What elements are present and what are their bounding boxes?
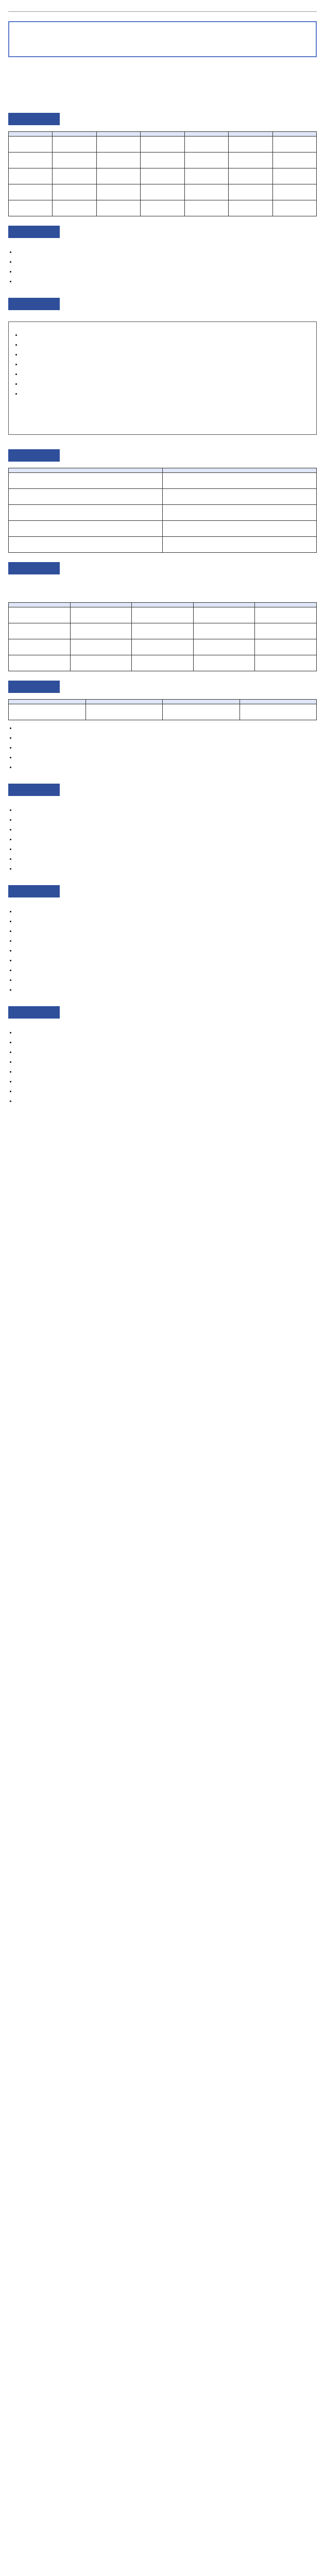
list-item	[16, 854, 317, 863]
notice-date	[8, 79, 317, 87]
table-cell	[96, 137, 140, 152]
section-7-list	[8, 805, 317, 873]
header-topline	[8, 0, 317, 12]
list-item	[22, 379, 311, 388]
table-cell	[272, 200, 316, 216]
table-cell	[9, 607, 71, 623]
table-row	[9, 473, 317, 489]
list-item	[16, 1067, 317, 1076]
table-row	[9, 168, 317, 184]
section-1-title	[8, 113, 60, 125]
list-item	[16, 277, 317, 285]
table-cell	[141, 152, 184, 168]
table-cell	[9, 521, 163, 537]
table-cell	[184, 137, 228, 152]
list-item	[16, 1028, 317, 1037]
table-cell	[70, 655, 132, 671]
schedule-table	[8, 699, 317, 720]
list-item	[16, 844, 317, 853]
section-5-text	[8, 587, 317, 596]
table-cell	[53, 200, 96, 216]
table-cell	[272, 137, 316, 152]
table-cell	[163, 505, 317, 521]
table-header	[255, 603, 317, 607]
table-cell	[184, 184, 228, 200]
table-cell	[229, 152, 272, 168]
table-row	[9, 655, 317, 671]
table-cell	[9, 537, 163, 553]
table-cell	[70, 639, 132, 655]
table-cell	[96, 184, 140, 200]
table-header	[229, 132, 272, 137]
table-cell	[272, 184, 316, 200]
table-cell	[96, 152, 140, 168]
table-cell	[132, 623, 194, 639]
table-row	[9, 607, 317, 623]
section-8-list	[8, 907, 317, 994]
table-header	[184, 132, 228, 137]
list-item	[16, 723, 317, 732]
table-header	[9, 468, 163, 473]
list-item	[16, 825, 317, 834]
list-item	[16, 965, 317, 974]
list-item	[16, 257, 317, 266]
list-item	[16, 946, 317, 955]
table-cell	[141, 137, 184, 152]
table-cell	[132, 655, 194, 671]
table-cell	[193, 639, 255, 655]
table-cell	[53, 152, 96, 168]
table-row	[9, 704, 317, 720]
table-row	[9, 137, 317, 152]
list-item	[16, 247, 317, 256]
list-item	[16, 1077, 317, 1086]
qualification-table	[8, 468, 317, 553]
list-item	[16, 1057, 317, 1066]
table-row	[9, 200, 317, 216]
table-header	[53, 132, 96, 137]
list-item	[16, 1087, 317, 1095]
table-cell	[141, 200, 184, 216]
table-cell	[255, 639, 317, 655]
notice-title	[8, 21, 317, 57]
table-cell	[272, 168, 316, 184]
list-item	[16, 917, 317, 925]
table-cell	[163, 521, 317, 537]
table-cell	[96, 168, 140, 184]
list-item	[16, 985, 317, 994]
section-6-title	[8, 681, 60, 693]
table-cell	[272, 152, 316, 168]
list-item	[16, 1096, 317, 1105]
table-row	[9, 639, 317, 655]
table-header	[85, 700, 163, 704]
table-header	[9, 603, 71, 607]
table-cell	[255, 607, 317, 623]
section-9-list	[8, 1028, 317, 1105]
list-item	[16, 1047, 317, 1056]
table-row	[9, 623, 317, 639]
intro-text	[8, 63, 317, 73]
table-cell	[229, 200, 272, 216]
table-row	[9, 184, 317, 200]
table-cell	[9, 473, 163, 489]
list-item	[16, 762, 317, 771]
table-cell	[163, 473, 317, 489]
table-row	[9, 537, 317, 553]
section-2-list	[8, 247, 317, 285]
table-header	[9, 132, 53, 137]
table-cell	[184, 200, 228, 216]
table-cell	[70, 607, 132, 623]
section-4-title	[8, 449, 60, 462]
salary-table	[8, 602, 317, 671]
list-item	[16, 815, 317, 824]
table-cell	[85, 704, 163, 720]
table-row	[9, 489, 317, 505]
list-item	[16, 956, 317, 964]
table-cell	[9, 168, 53, 184]
table-cell	[53, 137, 96, 152]
list-item	[16, 907, 317, 916]
table-cell	[229, 168, 272, 184]
table-cell	[163, 537, 317, 553]
table-cell	[53, 184, 96, 200]
list-item	[16, 936, 317, 945]
table-cell	[53, 168, 96, 184]
table-header	[9, 700, 86, 704]
list-item	[22, 360, 311, 368]
table-cell	[132, 607, 194, 623]
table-cell	[9, 137, 53, 152]
section-3-list	[14, 330, 311, 398]
section-3-title	[8, 298, 60, 310]
section-9-title	[8, 1006, 60, 1019]
list-item	[16, 926, 317, 935]
table-row	[9, 521, 317, 537]
table-cell	[229, 137, 272, 152]
table-cell	[96, 200, 140, 216]
table-cell	[9, 184, 53, 200]
section-3-box	[8, 321, 317, 435]
table-cell	[193, 655, 255, 671]
organization-name	[8, 87, 317, 95]
table-cell	[193, 607, 255, 623]
table-row	[9, 505, 317, 521]
list-item	[16, 733, 317, 742]
section-5-title	[8, 562, 60, 574]
table-header	[193, 603, 255, 607]
table-header	[240, 700, 317, 704]
section-7-title	[8, 784, 60, 796]
table-header	[70, 603, 132, 607]
list-item	[22, 369, 311, 378]
table-cell	[255, 623, 317, 639]
table-header	[163, 468, 317, 473]
list-item	[22, 350, 311, 359]
table-cell	[184, 152, 228, 168]
list-item	[22, 340, 311, 349]
section-6-list	[8, 723, 317, 771]
section-8-title	[8, 885, 60, 897]
list-item	[16, 805, 317, 814]
list-item	[16, 1038, 317, 1046]
list-item	[22, 330, 311, 339]
list-item	[16, 743, 317, 752]
table-cell	[184, 168, 228, 184]
table-cell	[229, 184, 272, 200]
list-item	[16, 267, 317, 276]
table-cell	[9, 704, 86, 720]
table-cell	[255, 655, 317, 671]
table-cell	[9, 489, 163, 505]
list-item	[16, 835, 317, 843]
list-item	[16, 864, 317, 873]
table-cell	[163, 704, 240, 720]
list-item	[16, 975, 317, 984]
table-cell	[9, 200, 53, 216]
list-item	[16, 753, 317, 761]
table-row	[9, 152, 317, 168]
table-cell	[9, 505, 163, 521]
table-cell	[141, 168, 184, 184]
table-header	[141, 132, 184, 137]
table-cell	[163, 489, 317, 505]
table-cell	[9, 623, 71, 639]
table-header	[96, 132, 140, 137]
table-cell	[240, 704, 317, 720]
table-header	[132, 603, 194, 607]
recruitment-table	[8, 131, 317, 216]
table-header	[163, 700, 240, 704]
table-cell	[132, 639, 194, 655]
table-header	[272, 132, 316, 137]
table-cell	[141, 184, 184, 200]
table-cell	[193, 623, 255, 639]
table-cell	[9, 152, 53, 168]
list-item	[22, 389, 311, 398]
section-2-title	[8, 226, 60, 238]
table-cell	[9, 655, 71, 671]
table-cell	[9, 639, 71, 655]
table-cell	[70, 623, 132, 639]
